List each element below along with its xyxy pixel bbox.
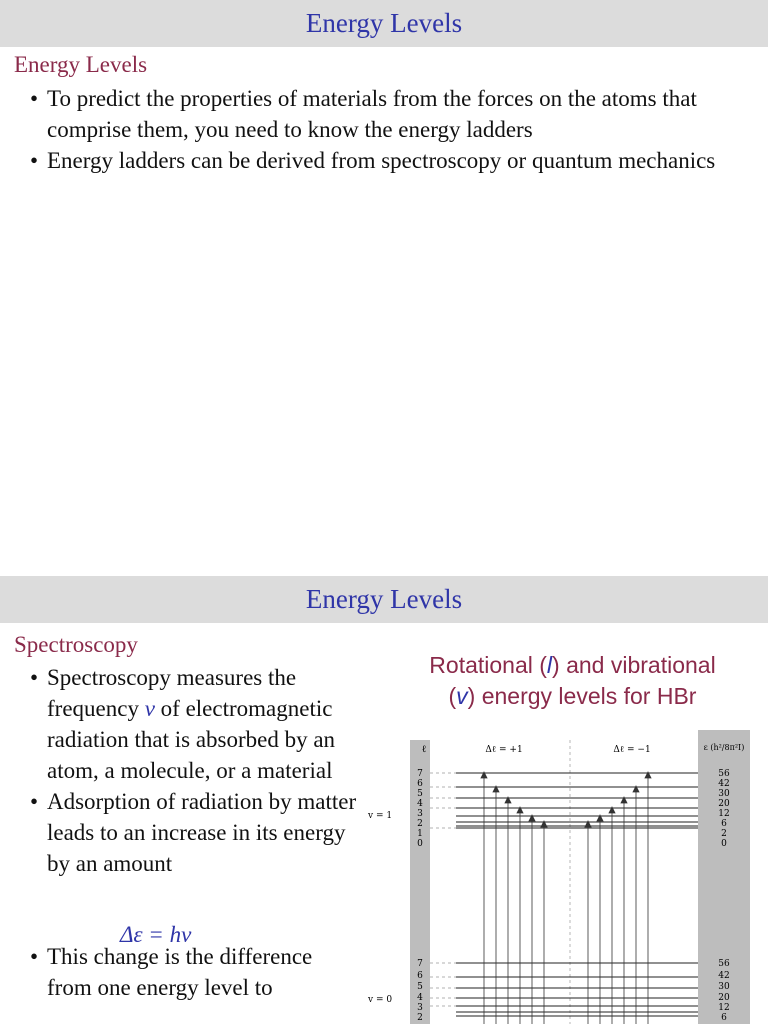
slide-1-bullet-1: • To predict the properties of materials from the forces on the atoms that comprise them, you need to know the energy ladders [30, 83, 745, 145]
delta-plus-label: Δℓ = +1 [485, 745, 523, 755]
slide-1-bullet-list [30, 83, 745, 176]
upper-l-7: 7 [417, 769, 423, 779]
upper-e-20: 20 [718, 799, 730, 809]
v1-label: v = 1 [368, 811, 393, 821]
lower-l-5: 5 [417, 982, 423, 992]
upper-e-6: 6 [721, 819, 727, 829]
bullet-1-text-b: of electromagnetic radiation that is absorbed by an atom, a molecule, or a material [47, 696, 336, 783]
right-header: ε (h²/8π²I) [703, 743, 745, 752]
energy-equation: Δε = hν [120, 922, 192, 947]
slide-1-bullet-2: • Energy ladders can be derived from spectroscopy or quantum mechanics [30, 145, 745, 176]
upper-e-42: 42 [718, 779, 730, 789]
left-header: ℓ [421, 744, 427, 755]
upper-e-30: 30 [718, 789, 730, 799]
vibrational-symbol: v [456, 683, 468, 709]
lower-e-42: 42 [718, 971, 730, 981]
lower-l-6: 6 [417, 971, 423, 981]
delta-minus-label: Δℓ = −1 [613, 745, 651, 755]
figure-caption [400, 650, 745, 712]
lower-l-2: 2 [417, 1013, 423, 1023]
lower-e-6: 6 [721, 1013, 727, 1023]
slide-2-bullet-2: • Adsorption of radiation by matter leads to an increase in its energy by an amount [30, 786, 360, 879]
lower-l-4: 4 [417, 993, 423, 1003]
lower-l-7: 7 [417, 959, 423, 969]
lower-l-3: 3 [417, 1003, 423, 1013]
slide-1-title: Energy Levels [0, 0, 768, 47]
rotational-symbol: l [546, 652, 553, 678]
upper-l-2: 2 [417, 819, 423, 829]
slide-2 [0, 576, 768, 1024]
lower-e-12: 12 [718, 1003, 730, 1013]
slide-2-bullet-1 [30, 662, 360, 786]
upper-l-1: 1 [417, 829, 423, 839]
energy-level-diagram [362, 730, 768, 1024]
figure-caption-line-2: (v) energy levels for HBr [448, 683, 697, 709]
upper-e-56: 56 [718, 769, 730, 779]
upper-e-2: 2 [721, 829, 727, 839]
lower-e-30: 30 [718, 982, 730, 992]
upper-l-5: 5 [417, 789, 423, 799]
upper-e-0: 0 [721, 839, 727, 849]
upper-l-3: 3 [417, 809, 423, 819]
lower-e-20: 20 [718, 993, 730, 1003]
upper-l-4: 4 [417, 799, 423, 809]
upper-e-12: 12 [718, 809, 730, 819]
slide-2-title: Energy Levels [0, 576, 768, 623]
upper-l-6: 6 [417, 779, 423, 789]
slide-2-heading: Spectroscopy [14, 632, 138, 657]
slide-2-bullet-3: • This change is the difference from one energy level to [30, 941, 360, 1003]
bullet-1-text-a: Spectroscopy measures the frequency [47, 665, 297, 721]
lower-e-56: 56 [718, 959, 730, 969]
figure-caption-line-1: Rotational (l) and vibrational [429, 652, 716, 678]
upper-l-0: 0 [417, 839, 423, 849]
frequency-symbol: ν [144, 696, 155, 721]
slide-2-bullet-list [30, 662, 360, 1003]
slide-1-heading: Energy Levels [14, 52, 148, 77]
v0-label: v = 0 [368, 995, 393, 1005]
